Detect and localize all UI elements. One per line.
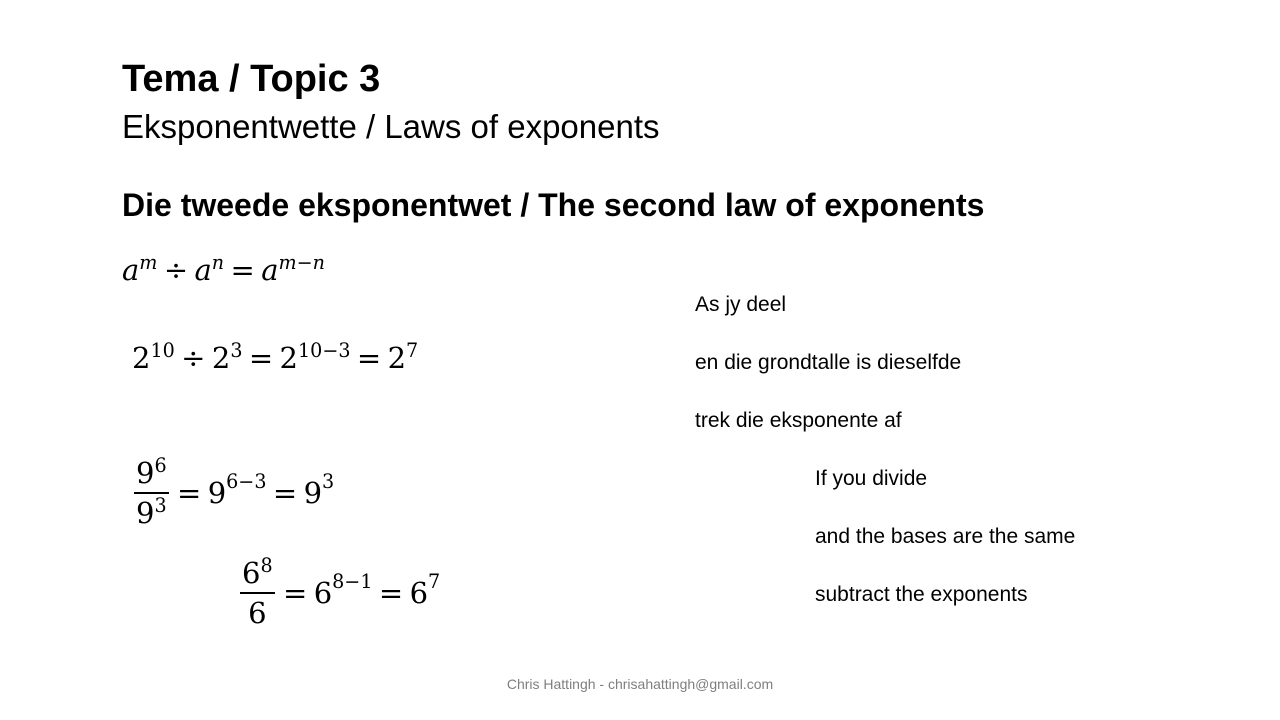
example-fraction-nine: $\frac{9^6}{9^3}$ = 9 $^{6-3}$ = 9 $^3$ — [136, 454, 335, 530]
footer-credit: Chris Hattingh - chrisahattingh@gmail.com — [506, 676, 774, 692]
example-fraction-six: $\frac{6^8}{6}$ = 6 $^{8-1}$ = 6 $^7$ — [242, 554, 441, 630]
fraction: $\frac{9^6}{9^3}$ — [136, 454, 167, 530]
note-english-1: If you divide — [815, 467, 928, 490]
slide-subtitle: Eksponentwette / Laws of exponents — [122, 108, 660, 145]
note-afrikaans-1: As jy deel — [695, 293, 787, 316]
note-english-2: and the bases are the same — [815, 525, 1076, 548]
section-heading: Die tweede eksponentwet / The second law of exponents — [122, 187, 985, 223]
note-afrikaans-2: en die grondtalle is dieselfde — [695, 351, 962, 374]
slide-title: Tema / Topic 3 — [122, 58, 381, 100]
fraction: $\frac{6^8}{6}$ — [242, 554, 273, 630]
note-afrikaans-3: trek die eksponente af — [695, 409, 902, 432]
example-powers-of-two: $2^{10} \div 2^3 = 2^{10-3} = 2^7$ — [132, 339, 419, 375]
law-formula: $a^m \div a^n = a^{m-n}$ — [122, 251, 325, 287]
note-english-3: subtract the exponents — [815, 583, 1028, 606]
